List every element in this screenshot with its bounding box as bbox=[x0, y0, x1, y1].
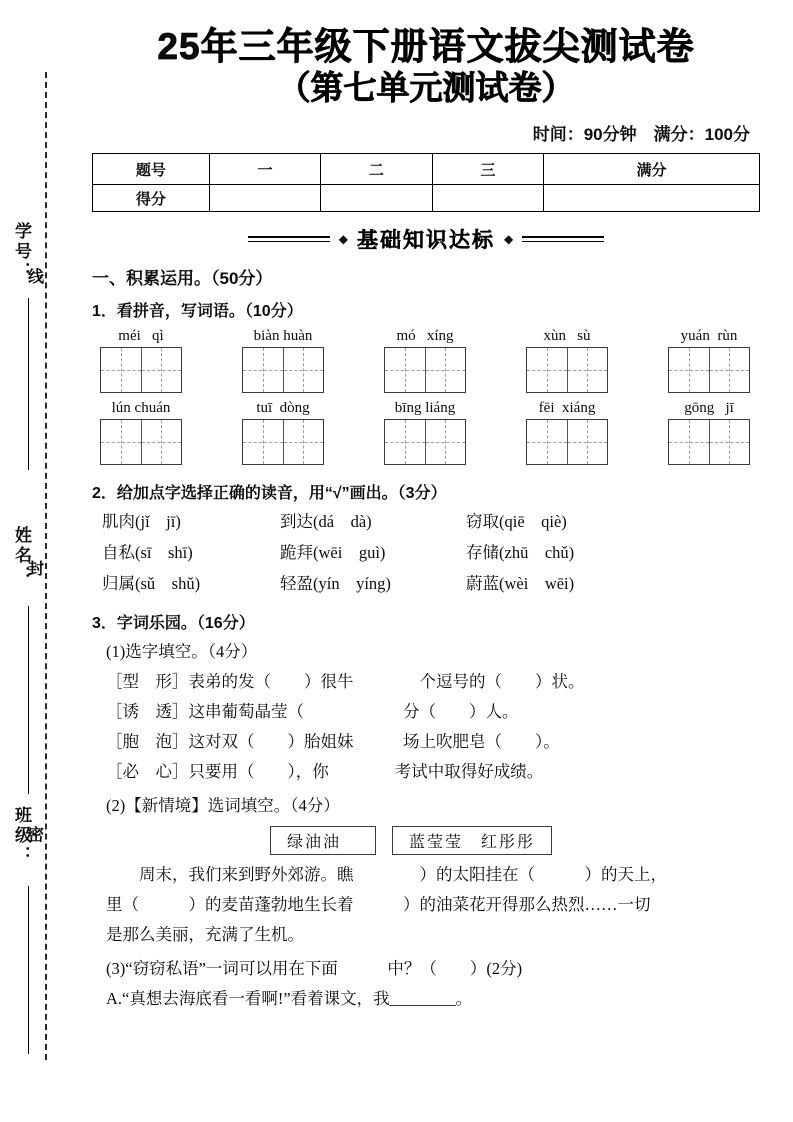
pronunciation-item: 存储(zhū chǔ) bbox=[466, 543, 575, 563]
class-label: 班级： bbox=[12, 806, 31, 866]
writing-grid bbox=[384, 347, 466, 393]
score-cell-empty bbox=[432, 185, 543, 212]
seal-char-feng: 封 bbox=[28, 561, 45, 578]
pinyin-row-2 bbox=[92, 400, 760, 465]
paragraph-line: 周末，我们来到野外郊游。瞧 ）的太阳挂在（ ）的天上， bbox=[106, 865, 667, 885]
pinyin-label: biàn huàn bbox=[253, 328, 313, 345]
pinyin-label: mó xíng bbox=[396, 328, 454, 345]
name-write-line bbox=[28, 606, 29, 794]
fill-blank-line: ［必 心］只要用（ ），你 考试中取得好成绩。 bbox=[106, 762, 544, 782]
question-3-title: 3．字词乐园。（16分） bbox=[92, 615, 255, 633]
pinyin-label: lún chuán bbox=[111, 400, 171, 417]
pronunciation-grid bbox=[92, 506, 760, 599]
page-subtitle: （第七单元测试卷） bbox=[277, 68, 575, 106]
question-3-sub3-title: (3)“窃窃私语”一词可以用在下面 中？（ ）(2分) bbox=[106, 959, 523, 979]
writing-grid bbox=[384, 419, 466, 465]
fill-blank-line: ［型 形］表弟的发（ ）很牛 个逗号的（ ）状。 bbox=[106, 672, 585, 692]
pronunciation-item: 轻盈(yín yíng) bbox=[280, 574, 391, 594]
writing-grid bbox=[526, 347, 608, 393]
word-bank-box: 蓝莹莹 红彤彤 bbox=[392, 826, 552, 855]
pinyin-word-group bbox=[100, 400, 182, 465]
writing-grid bbox=[668, 419, 750, 465]
word-bank-box: 绿油油 bbox=[270, 826, 376, 855]
pronunciation-item: 到达(dá dà) bbox=[280, 512, 372, 532]
part-one-title: 一、积累运用。（50分） bbox=[92, 269, 273, 289]
score-row-label: 得分 bbox=[93, 185, 210, 212]
seal-dashed-line bbox=[45, 72, 47, 1060]
pinyin-word-group bbox=[384, 328, 466, 393]
pinyin-word-group bbox=[526, 328, 608, 393]
seal-char-mi: 密 bbox=[28, 827, 45, 844]
question-2-title: 2．给加点字选择正确的读音，用“√”画出。（3分） bbox=[92, 485, 447, 503]
pronunciation-item: 自私(sī shī) bbox=[102, 543, 193, 563]
fill-blank-line: ［胞 泡］这对双（ ）胎姐妹 场上吹肥皂（ ）。 bbox=[106, 732, 560, 752]
banner-ornament-icon: ◆ bbox=[338, 232, 348, 247]
score-cell-empty bbox=[321, 185, 432, 212]
score-table-score-row bbox=[93, 185, 760, 212]
writing-grid bbox=[668, 347, 750, 393]
seal-char-xian: 线 bbox=[28, 269, 45, 286]
option-a-line: A.“真想去海底看一看啊!”看着课文，我________。 bbox=[106, 989, 473, 1009]
section-banner-title: 基础知识达标 bbox=[357, 229, 495, 253]
writing-grid bbox=[526, 419, 608, 465]
question-3-sub1-title: (1)选字填空。（4分） bbox=[106, 642, 258, 662]
question-3-sub2-title: (2)【新情境】选词填空。（4分） bbox=[106, 796, 340, 816]
pinyin-label: xùn sù bbox=[543, 328, 591, 345]
table-header-cell: 满分 bbox=[544, 154, 760, 185]
pinyin-label: bīng liáng bbox=[394, 400, 456, 417]
pinyin-label: gōng jī bbox=[684, 400, 734, 417]
table-header-cell: 二 bbox=[321, 154, 432, 185]
pinyin-word-group bbox=[526, 400, 608, 465]
table-header-cell: 一 bbox=[209, 154, 320, 185]
word-bank bbox=[270, 826, 760, 855]
pinyin-label: tuī dòng bbox=[256, 400, 310, 417]
banner-line-right bbox=[522, 236, 604, 242]
pinyin-word-group bbox=[242, 400, 324, 465]
pinyin-word-group bbox=[668, 400, 750, 465]
main-content bbox=[92, 26, 760, 1014]
question-1-title: 1．看拼音，写词语。（10分） bbox=[92, 303, 303, 321]
writing-grid bbox=[242, 419, 324, 465]
writing-grid bbox=[242, 347, 324, 393]
pronunciation-item: 跪拜(wēi guì) bbox=[280, 543, 386, 563]
student-id-write-line bbox=[28, 298, 29, 470]
pinyin-row-1 bbox=[92, 328, 760, 393]
score-cell-empty bbox=[209, 185, 320, 212]
student-id-label: 学号： bbox=[12, 222, 31, 282]
exam-meta: 时间：90分钟 满分：100分 bbox=[532, 125, 750, 145]
score-table bbox=[92, 153, 760, 212]
pronunciation-item: 肌肉(jǐ jī) bbox=[102, 512, 181, 532]
pronunciation-item: 归属(sǔ shǔ) bbox=[102, 574, 201, 594]
class-write-line bbox=[28, 886, 29, 1054]
pinyin-word-group bbox=[668, 328, 750, 393]
table-header-cell: 题号 bbox=[93, 154, 210, 185]
pinyin-word-group bbox=[242, 328, 324, 393]
name-label: 姓名： bbox=[12, 526, 31, 586]
pinyin-label: yuán rùn bbox=[680, 328, 738, 345]
score-table-header-row bbox=[93, 154, 760, 185]
paragraph-line: 里（ ）的麦苗蓬勃地生长着 ）的油菜花开得那么热烈……一切 bbox=[106, 895, 651, 915]
banner-ornament-icon: ◆ bbox=[504, 232, 514, 247]
writing-grid bbox=[100, 419, 182, 465]
pinyin-word-group bbox=[384, 400, 466, 465]
pinyin-label: méi qì bbox=[118, 328, 164, 345]
pronunciation-item: 蔚蓝(wèi wēi) bbox=[466, 574, 575, 594]
table-header-cell: 三 bbox=[432, 154, 543, 185]
writing-grid bbox=[100, 347, 182, 393]
score-cell-empty bbox=[544, 185, 760, 212]
pinyin-word-group bbox=[100, 328, 182, 393]
paragraph-line: 是那么美丽，充满了生机。 bbox=[106, 925, 304, 945]
fill-blank-line: ［诱 透］这串葡萄晶莹（ 分（ ）人。 bbox=[106, 702, 519, 722]
pinyin-label: fēi xiáng bbox=[538, 400, 596, 417]
section-banner bbox=[92, 224, 760, 254]
banner-line-left bbox=[248, 236, 330, 242]
page-title: 25年三年级下册语文拔尖测试卷 bbox=[157, 26, 695, 67]
pronunciation-item: 窃取(qiē qiè) bbox=[466, 512, 567, 532]
